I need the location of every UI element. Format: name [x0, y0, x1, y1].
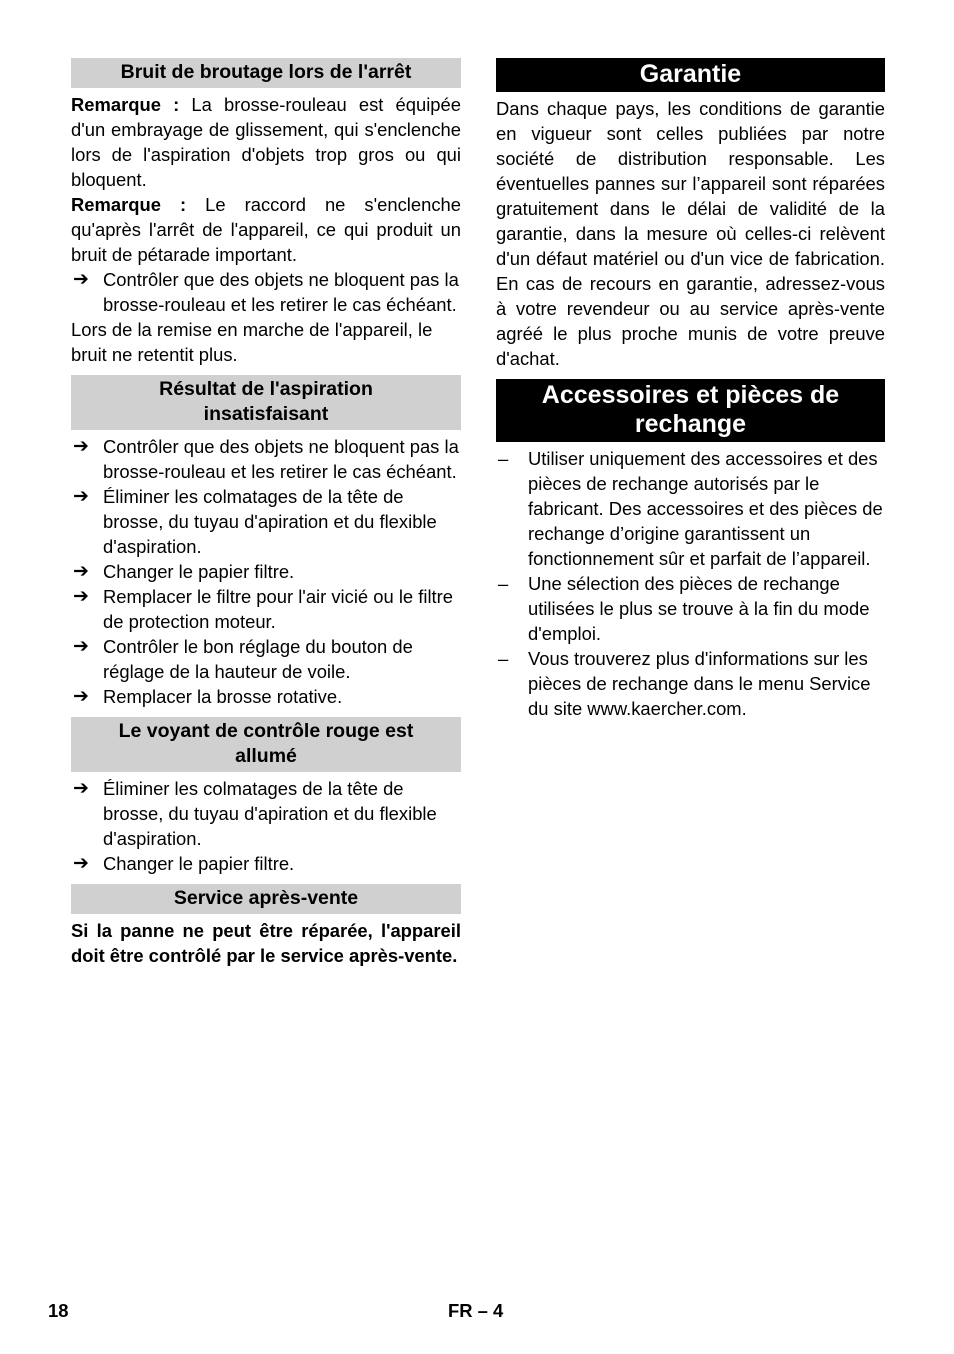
section-heading-service: Service après-vente: [71, 884, 461, 914]
list-item: ➔ Changer le papier filtre.: [73, 853, 295, 874]
left-column: [71, 58, 461, 968]
arrow-icon: ➔: [73, 561, 89, 582]
arrow-icon: ➔: [73, 269, 89, 290]
note-text: La brosse-rouleau est équipée d'un embrayage de glissement, qui s'enclenche lors de l'aspiration d'objets trop gros ou qui bloquent.: [71, 94, 461, 190]
section-heading-garantie: Garantie: [496, 58, 885, 92]
arrow-icon: ➔: [73, 686, 89, 707]
list-item: ➔ Remplacer le filtre pour l'air vicié ou le filtre de protection moteur.: [73, 586, 453, 632]
arrow-icon: ➔: [73, 778, 89, 799]
section-page-label: FR – 4: [448, 1300, 504, 1321]
dash-icon: –: [498, 448, 509, 469]
note-label: Remarque :: [71, 194, 187, 215]
right-column: [496, 58, 885, 721]
list-item: – Vous trouverez plus d'informations sur les pièces de rechange dans le menu Service du site www.kaercher.com.: [498, 648, 871, 719]
list-item: ➔ Contrôler le bon réglage du bouton de réglage de la hauteur de voile.: [73, 636, 413, 682]
section-heading-broutage: Bruit de broutage lors de l'arrêt: [71, 58, 461, 88]
list-item: ➔ Contrôler que des objets ne bloquent pas la brosse-rouleau et les retirer le cas échéant.: [73, 436, 459, 482]
list-item: ➔ Contrôler que des objets ne bloquent pas la brosse-rouleau et les retirer le cas échéant.: [73, 269, 459, 315]
instruction-list: [71, 267, 461, 317]
list-item: ➔ Éliminer les colmatages de la tête de brosse, du tuyau d'apiration et du flexible d'aspiration.: [73, 486, 437, 557]
instruction-list: [71, 434, 461, 709]
list-item: ➔ Remplacer la brosse rotative.: [73, 686, 343, 707]
section-heading-accessoires: Accessoires et pièces de rechange: [496, 379, 885, 442]
list-item: – Utiliser uniquement des accessoires et des pièces de rechange autorisés par le fabricant. Des accessoires et des pièces de rechange d’origine garantissent un fonctionnement sûr et parfait de l’appareil.: [498, 448, 883, 569]
section-heading-voyant: Le voyant de contrôle rouge est allumé: [71, 717, 461, 772]
accessoires-list: [496, 446, 885, 721]
note-paragraph: [71, 92, 461, 192]
arrow-icon: ➔: [73, 636, 89, 657]
list-item: ➔ Changer le papier filtre.: [73, 561, 295, 582]
list-item: ➔ Éliminer les colmatages de la tête de brosse, du tuyau d'apiration et du flexible d'aspiration.: [73, 778, 437, 849]
note-text: Le raccord ne s'enclenche qu'après l'arrêt de l'appareil, ce qui produit un bruit de pétarade important.: [71, 194, 461, 265]
list-item: – Une sélection des pièces de rechange utilisées le plus se trouve à la fin du mode d'emploi.: [498, 573, 870, 644]
service-paragraph: Si la panne ne peut être réparée, l'appareil doit être contrôlé par le service après-vente.: [71, 920, 461, 966]
arrow-icon: ➔: [73, 486, 89, 507]
paragraph: Lors de la remise en marche de l'appareil, le bruit ne retentit plus.: [71, 319, 433, 365]
dash-icon: –: [498, 648, 509, 669]
note-paragraph: [71, 192, 461, 267]
arrow-icon: ➔: [73, 436, 89, 457]
dash-icon: –: [498, 573, 509, 594]
arrow-icon: ➔: [73, 853, 89, 874]
section-heading-resultat: Résultat de l'aspiration insatisfaisant: [71, 375, 461, 430]
arrow-icon: ➔: [73, 586, 89, 607]
garantie-paragraph: Dans chaque pays, les conditions de garantie en vigueur sont celles publiées par notre société de distribution responsable. Les éventuelles pannes sur l’appareil sont réparées gratuitement dans le délai de validité de la garantie, dans la mesure où celles-ci relèvent d'un défaut matériel ou d'un vice de fabrication. En cas de recours en garantie, adressez-vous à votre revendeur ou au service après-vente agréé le plus proche munis de votre preuve d'achat.: [496, 98, 885, 369]
page-number: 18: [48, 1300, 69, 1321]
note-label: Remarque :: [71, 94, 180, 115]
instruction-list: [71, 776, 461, 876]
